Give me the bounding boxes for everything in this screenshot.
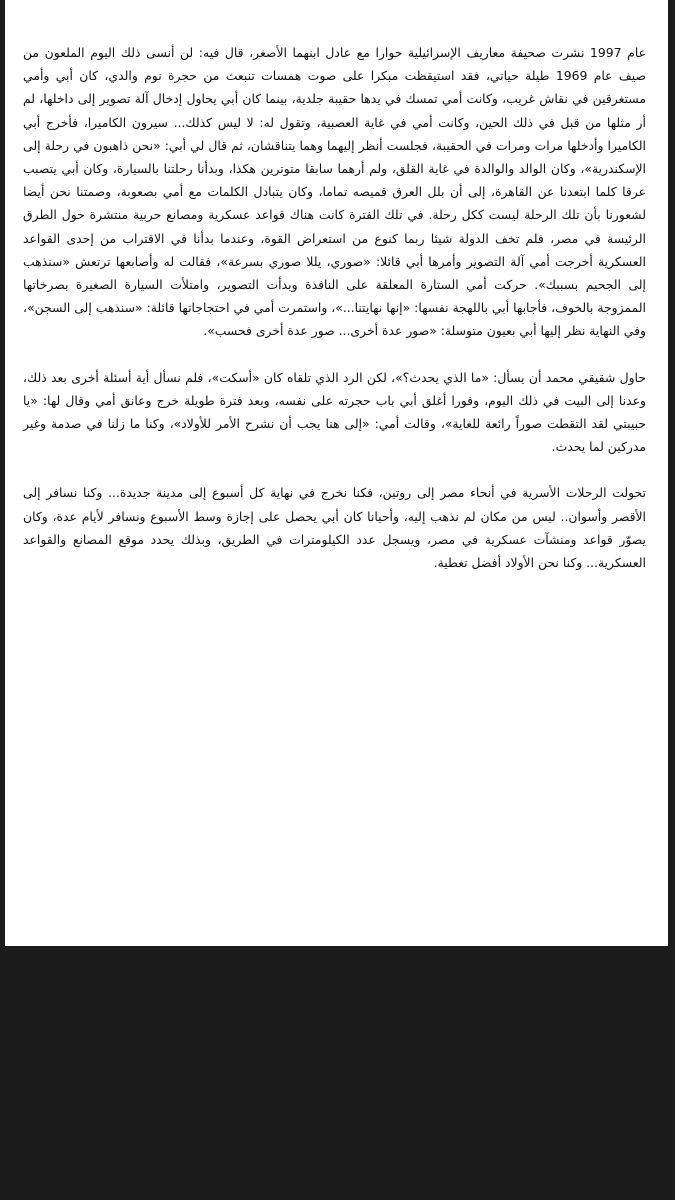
paragraph-2: حاول شقيقي محمد أن يسأل: «ما الذي يحدث؟»، لكن الرد الذي تلقاه كان «أسكت»، فلم نسأل أية أسئلة أخرى بعد ذلك، وعدنا إلى البيت في ذلك اليوم، وفورا أغلق أبي باب حجرته على نفسه، وبعد فترة طويلة خرج وعانق أمي وقال لها: «يا حبيبتي لقد التقطت صوراً رائعة للغاية»، وقالت أمي: «إلى هنا يجب أن نشرح الأمر للأولاد»، وكنا ما زلنا في صدمة وغير مدركين لما يحدث.	[23, 369, 646, 455]
empty-dark-area	[0, 946, 675, 1200]
paragraph-1: عام 1997 نشرت صحيفة معاريف الإسرائيلية حوارا مع عادل ابنهما الأصغر، قال فيه: لن أنسى ذلك اليوم الملعون من صيف عام 1969 طيلة حياتي، فقد استيقظت مبكرا على صوت همسات تنبعث من حجرة نوم والدي، كان أبي وأمي مستغرقين في نقاش غريب، وكانت أمي تمسك في يدها حقيبة جلدية، بينما كان أبي يحاول إدخال آلة تصوير إلى داخلها، لم أر مثلها من قبل في ذلك الحين، وكانت أمي في غاية العصبية، وتقول له: لا ليس كذلك... سيرون الكاميرا، فأخرج أبي الكاميرا وأدخلها مرات ومرات في الحقيبة، فجلست أنظر إليهما وهما يتناقشان، ثم قال لي أبي: «نحن ذاهبون في رحلة إلى الإسكندرية»، وكان الوالد والوالدة في غاية القلق، ولم أرهما سابقا متوترين هكذا، وبدأنا رحلتنا بالسيارة، وكان أبي يتصبب عرقا كلما ابتعدنا عن القاهرة، إلى أن بلل العرق قميصه تماما، وكان يتبادل الكلمات مع أمي بصعوبة، وصمتنا نحن أيضا لشعورنا بأن تلك الرحلة ليست ككل رحلة. في تلك الفترة كانت هناك قواعد عسكرية ومصانع حربية منتشرة حول الطرق الرئيسة في مصر، فلم تخف الدولة شيئا ربما كنوع من استعراض القوة، وعندما بدأنا في الاقتراب من إحدى القواعد العسكرية أخرجت أمي آلة التصوير وأمرها أبي قائلا: «صوري، يللا صوري بسرعة»، فقالت له وأصابعها ترتعش «سنذهب إلى الجحيم بسببك». حركت أمي الستارة المعلقة على النافذة وبدأت التصوير، وامتلأت السيارة الصغيرة بصرخاتها الممزوجة بالخوف، فأجابها أبي باللهجة نفسها: «إنها نهايتنا...»، واستمرت أمي في احتجاجاتها قائلة: «سنذهب إلى السجن»، وفي النهاية نظر إليها أبي بعيون متوسلة: «صور عدة أخرى... صور عدة أخرى فحسب».	[23, 45, 646, 339]
paragraph-3: تحولت الرحلات الأسرية في أنحاء مصر إلى روتين، فكنا نخرج في نهاية كل أسبوع إلى مدينة جديدة... وكنا نسافر إلى الأقصر وأسوان.. ليس من مكان لم نذهب إليه، وأحيانا كان أبي يحصل على إجازة وسط الأسبوع ونسافر لأيام عدة، وكان يصوّر قواعد ومنشآت عسكرية في مصر، ويسجل عدد الكيلومترات في الطريق، وبذلك يحدد موقع المصانع والقواعد العسكرية... وكنا نحن الأولاد أفضل تغطية.	[23, 485, 646, 571]
document-page	[5, 0, 668, 946]
